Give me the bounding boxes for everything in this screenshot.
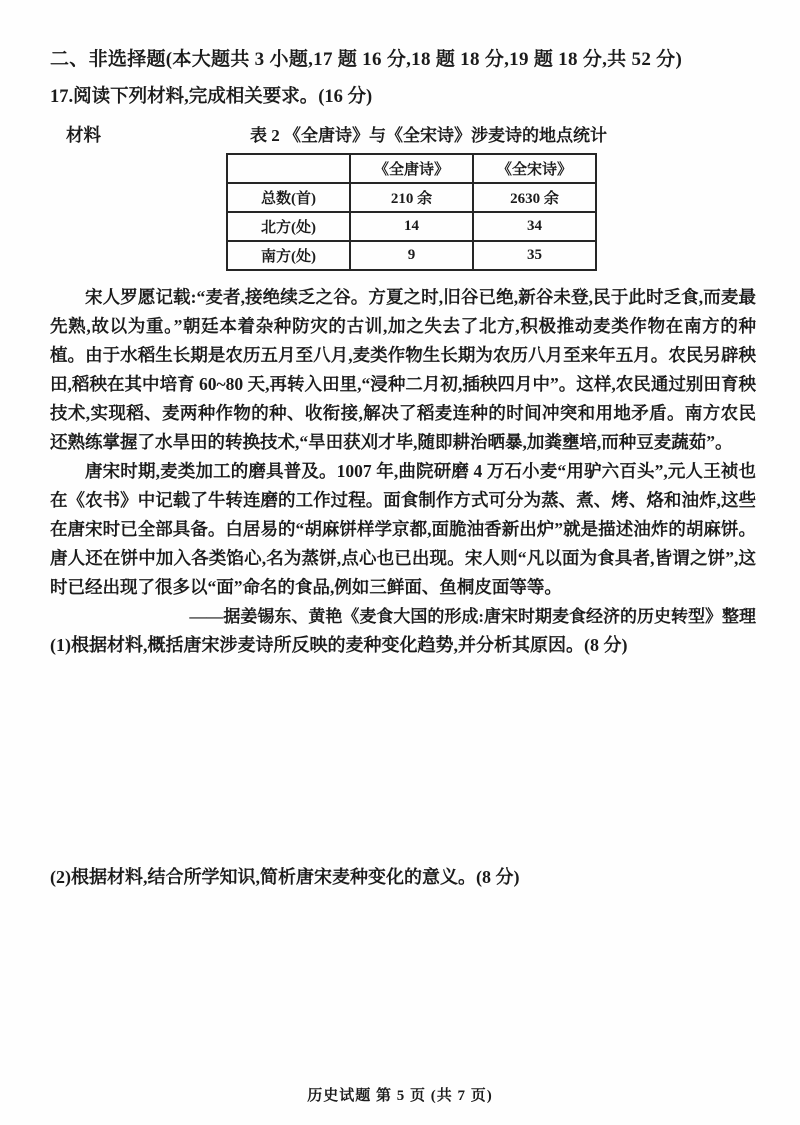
table-header-row (227, 154, 596, 183)
table-header-quantangshi: 《全唐诗》 (350, 154, 473, 183)
material-paragraph-1: 宋人罗愿记载:“麦者,接绝续乏之谷。方夏之时,旧谷已绝,新谷未登,民于此时乏食,而麦最先熟,故以为重。”朝廷本着杂种防灾的古训,加之失去了北方,积极推动麦类作物在南方的种植。由于水稻生长期是农历五月至八月,麦类作物生长期为农历八月至来年五月。农民另辟秧田,稻秧在其中培育 60~80 天,再转入田里,“浸种二月初,插秧四月中”。这样,农民通过别田育秧技术,实现稻、麦两种作物的种、收衔接,解决了稻麦连种的时间冲突和用地矛盾。南方农民还熟练掌握了水旱田的转换技术,“旱田获刈才毕,随即耕治晒暴,加粪壅培,而种豆麦蔬茹”。 (50, 287, 756, 452)
row-label: 北方(处) (227, 212, 350, 241)
question-1: (1)根据材料,概括唐宋涉麦诗所反映的麦种变化趋势,并分析其原因。(8 分) (50, 635, 628, 655)
cell-tang-south: 9 (350, 241, 473, 270)
poem-statistics-table (226, 153, 597, 271)
section-header: 二、非选择题(本大题共 3 小题,17 题 16 分,18 题 18 分,19 题 18 分,共 52 分) (50, 49, 683, 70)
material-label: 材料 (66, 125, 101, 145)
page-footer: 历史试题 第 5 页 (共 7 页) (307, 1088, 493, 1104)
question-2: (2)根据材料,结合所学知识,简析唐宋麦种变化的意义。(8 分) (50, 867, 520, 887)
material-citation: ——据姜锡东、黄艳《麦食大国的形成:唐宋时期麦食经济的历史转型》整理 (189, 607, 756, 626)
cell-song-total: 2630 余 (473, 183, 596, 212)
material-paragraph-2: 唐宋时期,麦类加工的磨具普及。1007 年,曲院研磨 4 万石小麦“用驴六百头”,元人王祯也在《农书》中记载了牛转连磨的工作过程。面食制作方式可分为蒸、煮、烤、烙和油炸,这些在唐宋时已全部具备。白居易的“胡麻饼样学京都,面脆油香新出炉”就是描述油炸的胡麻饼。唐人还在饼中加入各类馅心,名为蒸饼,点心也已出现。宋人则“凡以面为食具者,皆谓之饼”,这时已经出现了很多以“面”命名的食品,例如三鲜面、鱼桐皮面等等。 (50, 461, 756, 597)
cell-tang-total: 210 余 (350, 183, 473, 212)
table-row-south (227, 241, 596, 270)
table-title: 表 2 《全唐诗》与《全宋诗》涉麦诗的地点统计 (250, 126, 607, 145)
table-header-quansongshi: 《全宋诗》 (473, 154, 596, 183)
question-17-intro: 17.阅读下列材料,完成相关要求。(16 分) (50, 87, 373, 107)
table-header-blank (227, 154, 350, 183)
row-label: 总数(首) (227, 183, 350, 212)
cell-tang-north: 14 (350, 212, 473, 241)
cell-song-north: 34 (473, 212, 596, 241)
material-heading-row (50, 121, 756, 147)
table-row-total (227, 183, 596, 212)
table-row-north (227, 212, 596, 241)
cell-song-south: 35 (473, 241, 596, 270)
row-label: 南方(处) (227, 241, 350, 270)
